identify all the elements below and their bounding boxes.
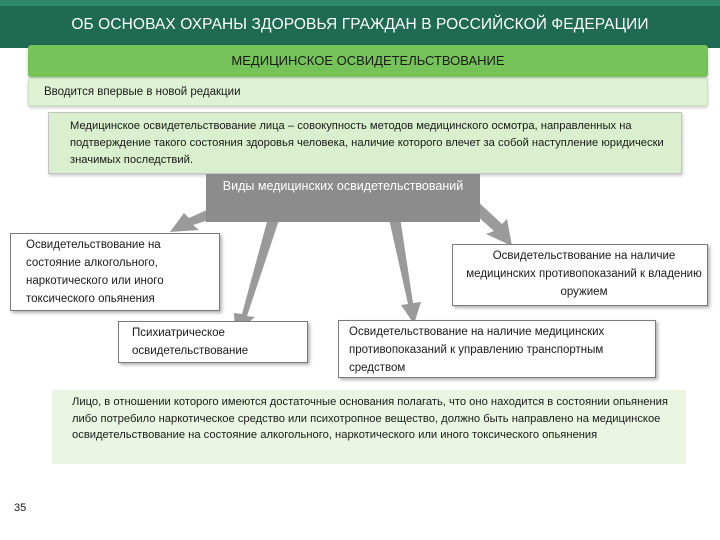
intro-text: Вводится впервые в новой редакции	[44, 86, 241, 98]
types-center-title: Виды медицинских освидетельствований	[222, 179, 464, 193]
arrow-lower-right	[389, 217, 421, 324]
type-alcohol-text: Освидетельствование на состояние алкогольного, наркотического или иного токсического опьянения	[26, 239, 164, 305]
definition-text: Медицинское освидетельствование лица – совокупность методов медицинского осмотра, направленных на подтверждение такого состояния здоровья человека, наличие которого влечет за собой наступление юридически значимых последствий.	[70, 120, 664, 166]
arrow-lower-left	[234, 218, 279, 334]
type-driving-text: Освидетельствование на наличие медицинских противопоказаний к управлению транспортным средством	[349, 326, 605, 374]
section-title: МЕДИЦИНСКОЕ ОСВИДЕТЕЛЬСТВОВАНИЕ	[231, 53, 505, 68]
page-number: 35	[14, 502, 27, 514]
slide-title: ОБ ОСНОВАХ ОХРАНЫ ЗДОРОВЬЯ ГРАЖДАН В РОССИЙСКОЙ ФЕДЕРАЦИИ	[71, 16, 649, 33]
type-psychiatric-text: Психиатрическое освидетельствование	[132, 327, 249, 357]
type-weapons-text: Освидетельствование на наличие медицинских противопоказаний к владению оружием	[466, 250, 702, 298]
note-text: Лицо, в отношении которого имеются достаточные основания полагать, что оно находится в состоянии опьянения либо потребило наркотическое средство или психотропное вещество, должно быть направлено на медицинское освидетельствование на состояние алкогольного, наркотического или иного токсического опьянения	[72, 396, 668, 441]
